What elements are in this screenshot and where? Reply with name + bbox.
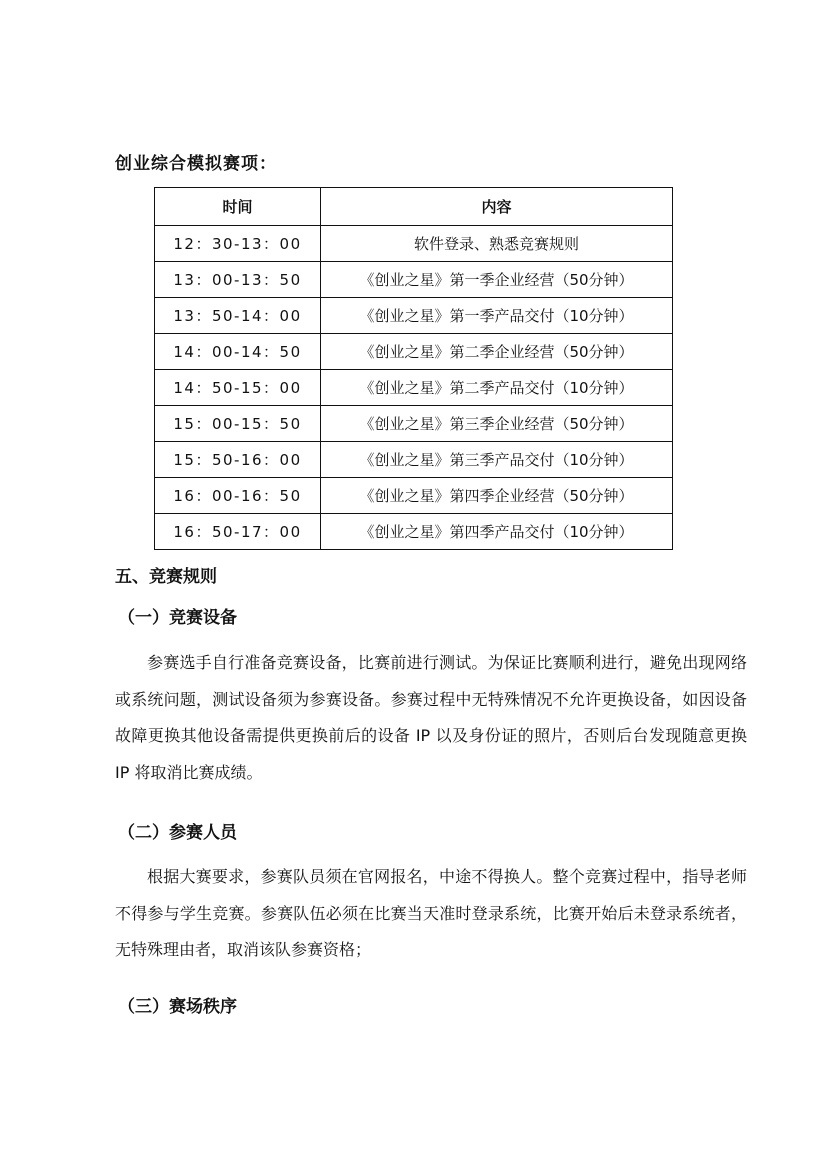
row-content: 《创业之星》第一季产品交付（10分钟）: [321, 298, 673, 334]
table-row: [155, 442, 673, 478]
row-time: 14：50-15：00: [155, 370, 321, 406]
paragraph-participants-text: 根据大赛要求，参赛队员须在官网报名，中途不得换人。整个竞赛过程中，指导老师不得参与学生竞赛。参赛队伍必须在比赛当天准时登录系统，比赛开始后未登录系统者，无特殊理由者，取消该队参赛资格；: [115, 867, 747, 959]
table-row: [155, 262, 673, 298]
row-content: 软件登录、熟悉竞赛规则: [321, 226, 673, 262]
table-row: [155, 298, 673, 334]
row-time: 14：00-14：50: [155, 334, 321, 370]
chapter-title: 五、竞赛规则: [115, 567, 217, 587]
subsection-title-venue-order: （三）赛场秩序: [118, 997, 237, 1017]
table-header-row: [155, 188, 673, 226]
header-content: 内容: [321, 188, 673, 226]
header-time: 时间: [155, 188, 321, 226]
table-row: [155, 478, 673, 514]
row-content: 《创业之星》第二季产品交付（10分钟）: [321, 370, 673, 406]
row-time: 13：50-14：00: [155, 298, 321, 334]
row-time: 13：00-13：50: [155, 262, 321, 298]
row-time: 15：00-15：50: [155, 406, 321, 442]
paragraph-equipment: [115, 645, 747, 791]
row-time: 15：50-16：00: [155, 442, 321, 478]
paragraph-equipment-text: 参赛选手自行准备竞赛设备，比赛前进行测试。为保证比赛顺利进行，避免出现网络或系统问题，测试设备须为参赛设备。参赛过程中无特殊情况不允许更换设备，如因设备故障更换其他设备需提供更换前后的设备 IP 以及身份证的照片，否则后台发现随意更换 IP 将取消比赛成绩。: [115, 653, 747, 782]
subsection-title-equipment: （一）竞赛设备: [118, 608, 237, 628]
paragraph-participants: [115, 859, 747, 969]
row-content: 《创业之星》第四季产品交付（10分钟）: [321, 514, 673, 550]
row-content: 《创业之星》第一季企业经营（50分钟）: [321, 262, 673, 298]
table-row: [155, 514, 673, 550]
row-content: 《创业之星》第三季产品交付（10分钟）: [321, 442, 673, 478]
schedule-table: [154, 187, 673, 550]
row-content: 《创业之星》第四季企业经营（50分钟）: [321, 478, 673, 514]
row-time: 16：50-17：00: [155, 514, 321, 550]
row-time: 12：30-13：00: [155, 226, 321, 262]
section-title: 创业综合模拟赛项：: [115, 154, 277, 174]
table-row: [155, 334, 673, 370]
row-time: 16：00-16：50: [155, 478, 321, 514]
table-row: [155, 226, 673, 262]
subsection-title-participants: （二）参赛人员: [118, 823, 237, 843]
row-content: 《创业之星》第二季企业经营（50分钟）: [321, 334, 673, 370]
table-row: [155, 406, 673, 442]
row-content: 《创业之星》第三季企业经营（50分钟）: [321, 406, 673, 442]
table-row: [155, 370, 673, 406]
